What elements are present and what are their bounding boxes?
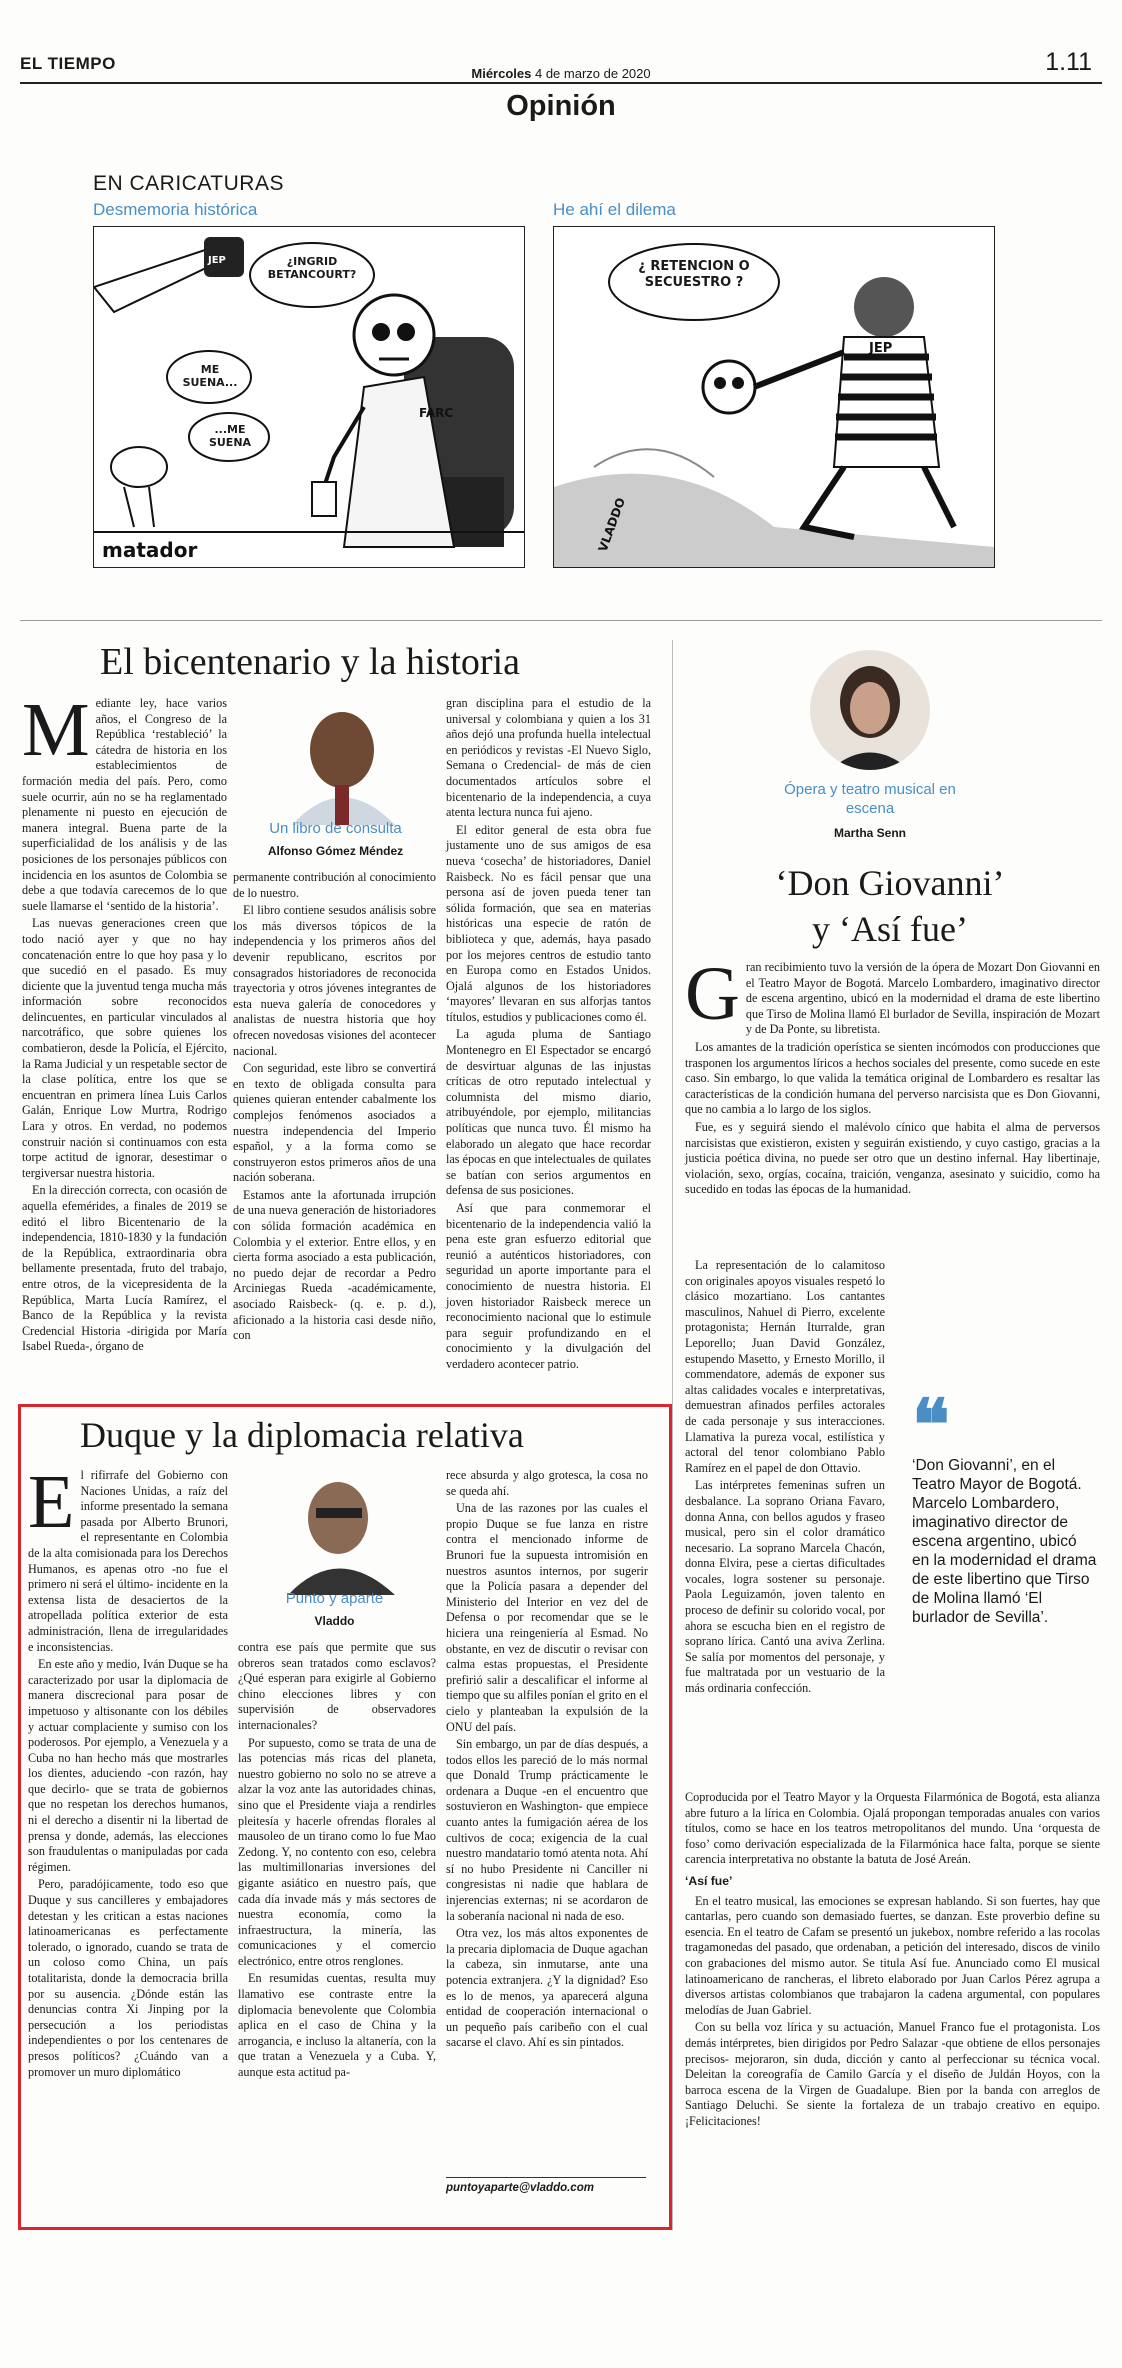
caricatures-kicker: EN CARICATURAS (93, 172, 284, 195)
article1-p1-text: ediante ley, hace varios años, el Congreso de la República ‘restableció’ la cátedra de historia en los establecimientos de formación media del país. Pero, como suele ocurrir, aún no se ha reglamentado plenamente ni puesto en ejecución de manera integral. Buena parte de la superficialidad de los análisis y de las posiciones de los personajes públicos con incidencia en los asuntos de Colombia se debe a que todavía carecemos de lo que suele llamarse el ‘sentido de la historia’. (22, 696, 227, 913)
article1-p1 (22, 688, 227, 914)
author-portrait-senn (810, 650, 930, 770)
bubble-retencion: ¿ RETENCIÓN O SECUESTRO ? (638, 259, 750, 290)
caricature-right-title: He ahí el dilema (553, 200, 676, 219)
article1-col1 (22, 688, 227, 1357)
article2-c3-p3: Sin embargo, un par de días después, a todos ellos les pareció de lo más normal que Donald Trump prácticamente le ordenara a Duque -en el encuentro que sostuvieron en Washington- que empiece cuanto antes la fumigación aérea de los cultivos de coca; exigencia de la cual nuestro mandatario tomó atenta nota. Ahí sí no hubo Presidente ni Canciller ni congresistas ni nadie que hablara de injerencias externas; ni se acordaron de la soberanía nacional ni nada de eso. (446, 1737, 648, 1923)
label-jep-mic: JEP (208, 255, 226, 266)
label-jep-shirt: JEP (869, 341, 893, 356)
signature-rule (446, 2177, 646, 2178)
article1-column-name: Un libro de consulta (269, 820, 402, 837)
article1-c3-p3: La aguda pluma de Santiago Montenegro en El Espectador se encargó de desvirtuar algunas de las injustas críticas de otro reputado intelectual y columnista del mismo diario, atribuyéndole, por ejemplo, militancias políticas que nunca tuvo. Él mismo ha elaborado un alegato que hace recordar las épocas en que intelectuales de quilates se batían con serios argumentos en defensa de sus posiciones. (446, 1027, 651, 1198)
article3-col-bottom (685, 1790, 1100, 2131)
article3-p8: Con su bella voz lírica y su actuación, Manuel Franco fue el protagonista. Los demás intérpretes, bien dirigidos por Pedro Salazar -que obtiene de ellos personajes precisos- mejoraron, sin duda, dicción y canto al perfeccionar su técnica vocal. Deleitan la coreografía de Camilo García y el diseño de Juldán Hoyos, con la barroca escena de la Virgen de Guadalupe. Bien por la banda con arreglos de Santiago Deluchi. Se siente la fortaleza de un trabajo creativo en equipo. ¡Felicitaciones! (685, 2020, 1100, 2128)
article2-signature-email[interactable]: puntoyaparte@vladdo.com (446, 2182, 594, 2194)
article2-c3-p2: Una de las razones por las cuales el propio Duque se fue lanza en ristre contra el mencionado informe de Brunori fue la supuesta intromisión en nuestros asuntos internos, por sugerir que la Policía pasara a depender del Ministerio del Interior en vez del de Defensa o por recomendar que se le hiciera una reingeniería al Esmad. No obstante, en vez de discutir o revisar con calma estas propuestas, el Presidente prefirió salir a descalificar el informe al tiempo que su alfiles ponían el grito en el cielo y planteaban la expulsión de la ONU del país. (446, 1501, 648, 1734)
article2-col2 (238, 1640, 436, 2083)
article3-title (680, 860, 1100, 952)
article1-c2-p1: permanente contribución al conocimiento de lo nuestro. (233, 870, 436, 900)
article1-title: El bicentenario y la historia (100, 641, 520, 683)
article2-c2-p1: contra ese país que permite que sus obreros sean tratados como esclavos? ¿Qué esperan para exigirle al Gobierno chino elecciones libres y con supervisión de observadores internacionales? (238, 1640, 436, 1732)
date-rest: 4 de marzo de 2020 (534, 66, 651, 81)
date-day: Miércoles (471, 66, 532, 81)
article3-p6: Coproducida por el Teatro Mayor y la Orquesta Filarmónica de Bogotá, esta alianza abre futuro a la lírica en Colombia. Ojalá propongan temporadas anuales con varios títulos, como se hace en los teatros metropolitanos del mundo. Una ‘orquesta de foso’ como derivación especializada de la Filarmónica hace falta, porque se siente carencia interpretativa no obstante la batuta de José Areán. (685, 1790, 1100, 1867)
caricature-left-drawing (94, 227, 524, 567)
signature-vladdo: VLADDO (595, 495, 629, 554)
article2-c2-p3: En resumidas cuentas, resulta muy llamativo ese contraste entre la diplomacia benevolente que Colombia aplica en el caso de China y la arrogancia, e incluso la altanería, con la que tratan a Venezuela y a Cuba. Y, aunque esta actitud pa- (238, 1971, 436, 2080)
article3-col-narrow (685, 1258, 885, 1699)
caricature-right (553, 226, 995, 568)
bubble-me-suena-2: ...ME SUENA (208, 423, 252, 449)
article2-col3 (446, 1468, 648, 2053)
caricature-left (93, 226, 525, 568)
article1-col3 (446, 696, 651, 1375)
page-number: 1.11 (1045, 48, 1092, 76)
quote-icon: ❝ (912, 1386, 950, 1464)
article1-author-photo (250, 700, 420, 825)
article2-c3-p4: Otra vez, los más altos exponentes de la precaria diplomacia de Duque agachan la cabeza, sin inmutarse, ante una potencia extranjera. ¿Y la dignidad? Eso es lo de menos, ya aparecerá alguna entidad de cooperación internacional o un pequeño país caribeño con el cual sacarse el clavo. Ahí es sin pintados. (446, 1926, 648, 2050)
article3-dropcap: G (685, 952, 740, 1036)
article2-title: Duque y la diplomacia relativa (80, 1415, 524, 1455)
article3-pull-quote: ‘Don Giovanni’, en el Teatro Mayor de Bogotá. Marcelo Lombardero, imaginativo director de escena argentino, ubicó en la modernidad el drama de este libertino que Tirso de Molina llamó ‘El burlador de Sevilla’. (912, 1457, 1097, 1626)
article3-subhead: ‘Así fue’ (685, 1873, 733, 1888)
article2-c3-p1: rece absurda y algo grotesca, la cosa no se queda ahí. (446, 1468, 648, 1498)
article2-c2-p2: Por supuesto, como se trata de una de las potencias más ricas del planeta, nuestro gobierno no solo no se atreve a alzar la voz ante las autoridades chinas, sino que el Presidente viaja a rendirles pleitesía y hacerle ofrendas florales al mausoleo de un tirano como lo fue Mao Zedong. Y, no contento con eso, celebra las multimillonarias inversiones del gigante asiático en nuestro país, que cada día invade más y más sectores de nuestra economía, como la infraestructura, la minería, las comunicaciones y el comercio electrónico, entre otros renglones. (238, 1735, 436, 1968)
article3-p1 (685, 952, 1100, 1038)
author-portrait-vladdo (250, 1470, 420, 1595)
article3-p2: Los amantes de la tradición operística se sienten incómodos con producciones que trasponen los argumentos líricos a hechos sociales del presente, como sucede en este caso. Sin embargo, lo que valida la temática original de Lombardero es resaltar las características de la condición humana del perverso narcisista que es Don Giovanni, que no cambia a lo largo de los siglos. (685, 1039, 1100, 1117)
article3-title-line1: ‘Don Giovanni’ (775, 863, 1005, 903)
article2-author-photo (250, 1470, 420, 1595)
article3-p5: Las intérpretes femeninas sufren un desbalance. La soprano Oriana Favaro, donna Anna, con bellos agudos y fraseo musical, pero sin el color dramático necesario. La soprano Marcela Chacón, donna Elvira, pese a ciertas dificultades vocales, logra sostener su personaje. Paola Leguizamón, joven talento en proceso de definir su colorido vocal, por ahora se escucha bien en el registro de soprano lírica. Cantó una aviva Zerlina. Se salía por momentos del personaje, y fue maltratada por un vestuario de la más ordinaria confección. (685, 1478, 885, 1696)
section-title: Opinión (506, 90, 616, 122)
article2-p1 (28, 1460, 228, 1655)
caricature-left-title: Desmemoria histórica (93, 200, 258, 219)
newspaper-name: EL TIEMPO (20, 54, 116, 73)
article2-dropcap: E (28, 1460, 75, 1544)
article1-c2-p4: Estamos ante la afortunada irrupción de una nueva generación de historiadores con sólida formación académica en Colombia y el exterior. Entre ellos, y en cierta forma asociado a esta publicación, no puedo dejar de recordar a Pedro Arciniegas Rueda -académicamente, asociado Raisbeck- (q. e. p. d.), aficionado a la historia casi desde niño, con (233, 1187, 436, 1343)
article3-p3: Fue, es y seguirá siendo el malévolo cínico que habita el alma de perversos narcisistas que existieron, existen y seguirán existiendo, y cuyo castigo, gracias a la justicia poética divina, no puede ser otro que un destino infernal. Hay libertinaje, violación, sexo, orgías, cocaína, traición, venganza, asesinato y suicidio, como ha sucedido en todas las épocas de la humanidad. (685, 1119, 1100, 1197)
column-divider (672, 640, 673, 2230)
article1-author: Alfonso Gómez Méndez (267, 844, 404, 858)
article3-title-line2: y ‘Así fue’ (812, 909, 968, 949)
bubble-ingrid: ¿INGRID BETANCOURT? (267, 255, 357, 281)
caricature-right-drawing (554, 227, 994, 567)
article1-c3-p4: Así que para conmemorar el bicentenario de la independencia valió la pena este gran esfuerzo editorial que reunió a auténticos historiadores, con seguridad un aporte importante para el conocimiento de nuestra historia. El joven historiador Raisbeck merece un reconocimiento nacional que lo estimule para seguir profundizando en el conocimiento y la divulgación del verdadero acontecer patrio. (446, 1201, 651, 1371)
article1-c2-p2: El libro contiene sesudos análisis sobre los más diversos tópicos de la independencia y los primeros años del devenir republicano, escritos por consagrados historiadores de reconocida trayectoria y otros jóvenes integrantes de esta nueva galería de conocedores y analistas de nuestra historia que hoy ofrecen novedosas visiones del acontecer nacional. (233, 903, 436, 1058)
header-rule (20, 82, 1102, 84)
article3-column-name: Ópera y teatro musical en escena (784, 781, 956, 817)
divider-top (20, 620, 1102, 621)
article3-author-photo (810, 650, 930, 770)
article3-col-top (685, 952, 1100, 1200)
article3-author: Martha Senn (833, 826, 906, 840)
article2-col1 (28, 1460, 228, 2082)
article2-p3: Pero, paradójicamente, todo eso que Duque y sus cancilleres y embajadores detestan y les critican a estas naciones latinoamericanas es perfectamente tolerado, o ignorado, cuando se trata de un coloso como China, un país totalitarista, donde la democracia brilla por su ausencia. ¿Dónde están las denuncias contra Xi Jinping por la persecución a los periodistas independientes o por los centenares de presos políticos? ¿Cuándo van a promover un muro diplomático (28, 1877, 228, 2079)
article1-c3-p1: gran disciplina para el estudio de la universal y colombiana y quien a los 31 años dejó una profunda huella intelectual en periódicos y revistas -El Nuevo Siglo, Semana o Credencial- de más de cien documentados artículos sobre el bicentenario de la independencia, a cuya atenta lectura nunca fui ajeno. (446, 696, 651, 820)
article3-p7: En el teatro musical, las emociones se expresan hablando. Si son fuertes, hay que cantarlas, pero cuando son demasiado fuertes, se danzan. Este proverbio define su esencia. En el teatro de Cafam se presentó un jukebox, nombre referido a las rocolas tragamonedas del pasado, que ordenaban, a petición del interesado, discos de vinilo con grabaciones del mismo autor. Se titula Así fue. Anunciado como El musical latinoamericano de rancheras, el libreto elaborado por Juan Carlos Pérez agrupa a diversos artistas colombianos que trabajaron la cadena argumental, con populares melodías de Juan Gabriel. (685, 1893, 1100, 2017)
article1-col2 (233, 870, 436, 1346)
signature-matador: matador (102, 538, 198, 562)
article1-p2: Las nuevas generaciones creen que todo nació ayer y que no hay concatenación entre lo que hoy pasa y lo que sucedió en el pasado. Es muy diciente que la juventud tenga mucha más información sobre reconocidos delincuentes, en particular vinculados al narcotráfico, que sobre quienes los combatieron, desde la Policía, el Ejército, la Rama Judicial y un respetable sector de la clase política, entre los que se encuentran en primera línea Luis Carlos Galán, Enrique Low Murtra, Rodrigo Lara y otros. En verdad, no podemos construir nación si continuamos con esta torpe actitud de ignorar, desestimar o tergiversar nuestra historia. (22, 916, 227, 1180)
article2-p2: En este año y medio, Iván Duque se ha caracterizado por usar la diplomacia de manera discrecional para posar de impetuoso y altisonante con los débiles y actuar complaciente y sumiso con los poderosos. Por ejemplo, a Venezuela y a Cuba no han hecho más que mostrarles los dientes, aduciendo -con razón, hay que decirlo- que se trata de gobiernos que no respetan los derechos humanos, ni el derecho a disentir ni la libertad de prensa y donde, además, las elecciones son fraudulentas o manipuladas por cada régimen. (28, 1657, 228, 1874)
article1-dropcap: M (22, 688, 90, 772)
article2-author: Vladdo (314, 1614, 355, 1628)
label-farc: FARC (419, 406, 454, 420)
article2-p1-text: l rifirrafe del Gobierno con Naciones Unidas, a raíz del informe presentado la semana pasada por Alberto Brunori, el representante en Colombia de la alta comisionada para los Derechos Humanos, es apenas otro -no fue el primero ni será el último- incidente en la extensa lista de desaciertos de la atropellada política exterior de esta administración, llena de irregularidades e inconsistencias. (28, 1468, 228, 1654)
bubble-me-suena-1: ME SUENA... (182, 363, 238, 389)
author-portrait-gomez (250, 700, 420, 825)
article1-c2-p3: Con seguridad, este libro se convertirá en texto de obligada consulta para quienes quieran entender cabalmente los complejos fenómenos asociados a nuestra independencia del Imperio español, y a la forma como se construyeron estos primeros años de una nación soberana. (233, 1061, 436, 1185)
article1-p3: En la dirección correcta, con ocasión de aquella efemérides, a finales de 2019 se editó el libro Bicentenario de la independencia, 1810-1830 y la fundación de la República, extraordinaria obra bellamente presentada, fruto del trabajo, entre otros, de la vicepresidenta de la República, Marta Lucía Ramírez, el Banco de la República y la revista Credencial Historia -dirigida por María Isabel Rueda-, órgano de (22, 1183, 227, 1354)
article3-p4: La representación de lo calamitoso con originales apoyos visuales respetó lo clásico mozartiano. Los cantantes masculinos, Nahuel di Pierro, excelente protagonista; Hernán Iturralde, gran Leporello; Juan David González, estupendo Masetto, y Ernesto Morillo, il commendatore, además de exponer sus altas calidades vocales e interpretativas, demuestran afinados perfiles actorales de cada personaje y sus interacciones. Llamativa la pureza vocal, estilística y actoral del tenor colombiano Pablo Ramírez en el papel de don Ottavio. (685, 1258, 885, 1475)
issue-date (0, 66, 1122, 81)
article1-c3-p2: El editor general de esta obra fue justamente uno de sus amigos de esa nueva ‘cosecha’ de historiadores, Daniel Raisbeck. No es fácil pensar que una persona así de joven pueda tener tan sólida formación, que sea en materias históricas una especie de ratón de biblioteca y que, además, haya pasado por los mejores centros de estudio tanto en Europa como en Estados Unidos. Ojalá algunos de los historiadores ‘mayores’ llevaran en sus alforjas tantos títulos, estudios y publicaciones como él. (446, 822, 651, 1024)
article2-column-name: Punto y aparte (285, 1590, 384, 1607)
article3-p1-text: ran recibimiento tuvo la versión de la ópera de Mozart Don Giovanni en el Teatro Mayor de Bogotá. Marcelo Lombardero, imaginativo director de escena argentino, ubicó en la modernidad el drama de este libertino que Tirso de Molina llamó El burlador de Sevilla, inspiración de Mozart y de Da Ponte, su libretista. (745, 960, 1100, 1037)
